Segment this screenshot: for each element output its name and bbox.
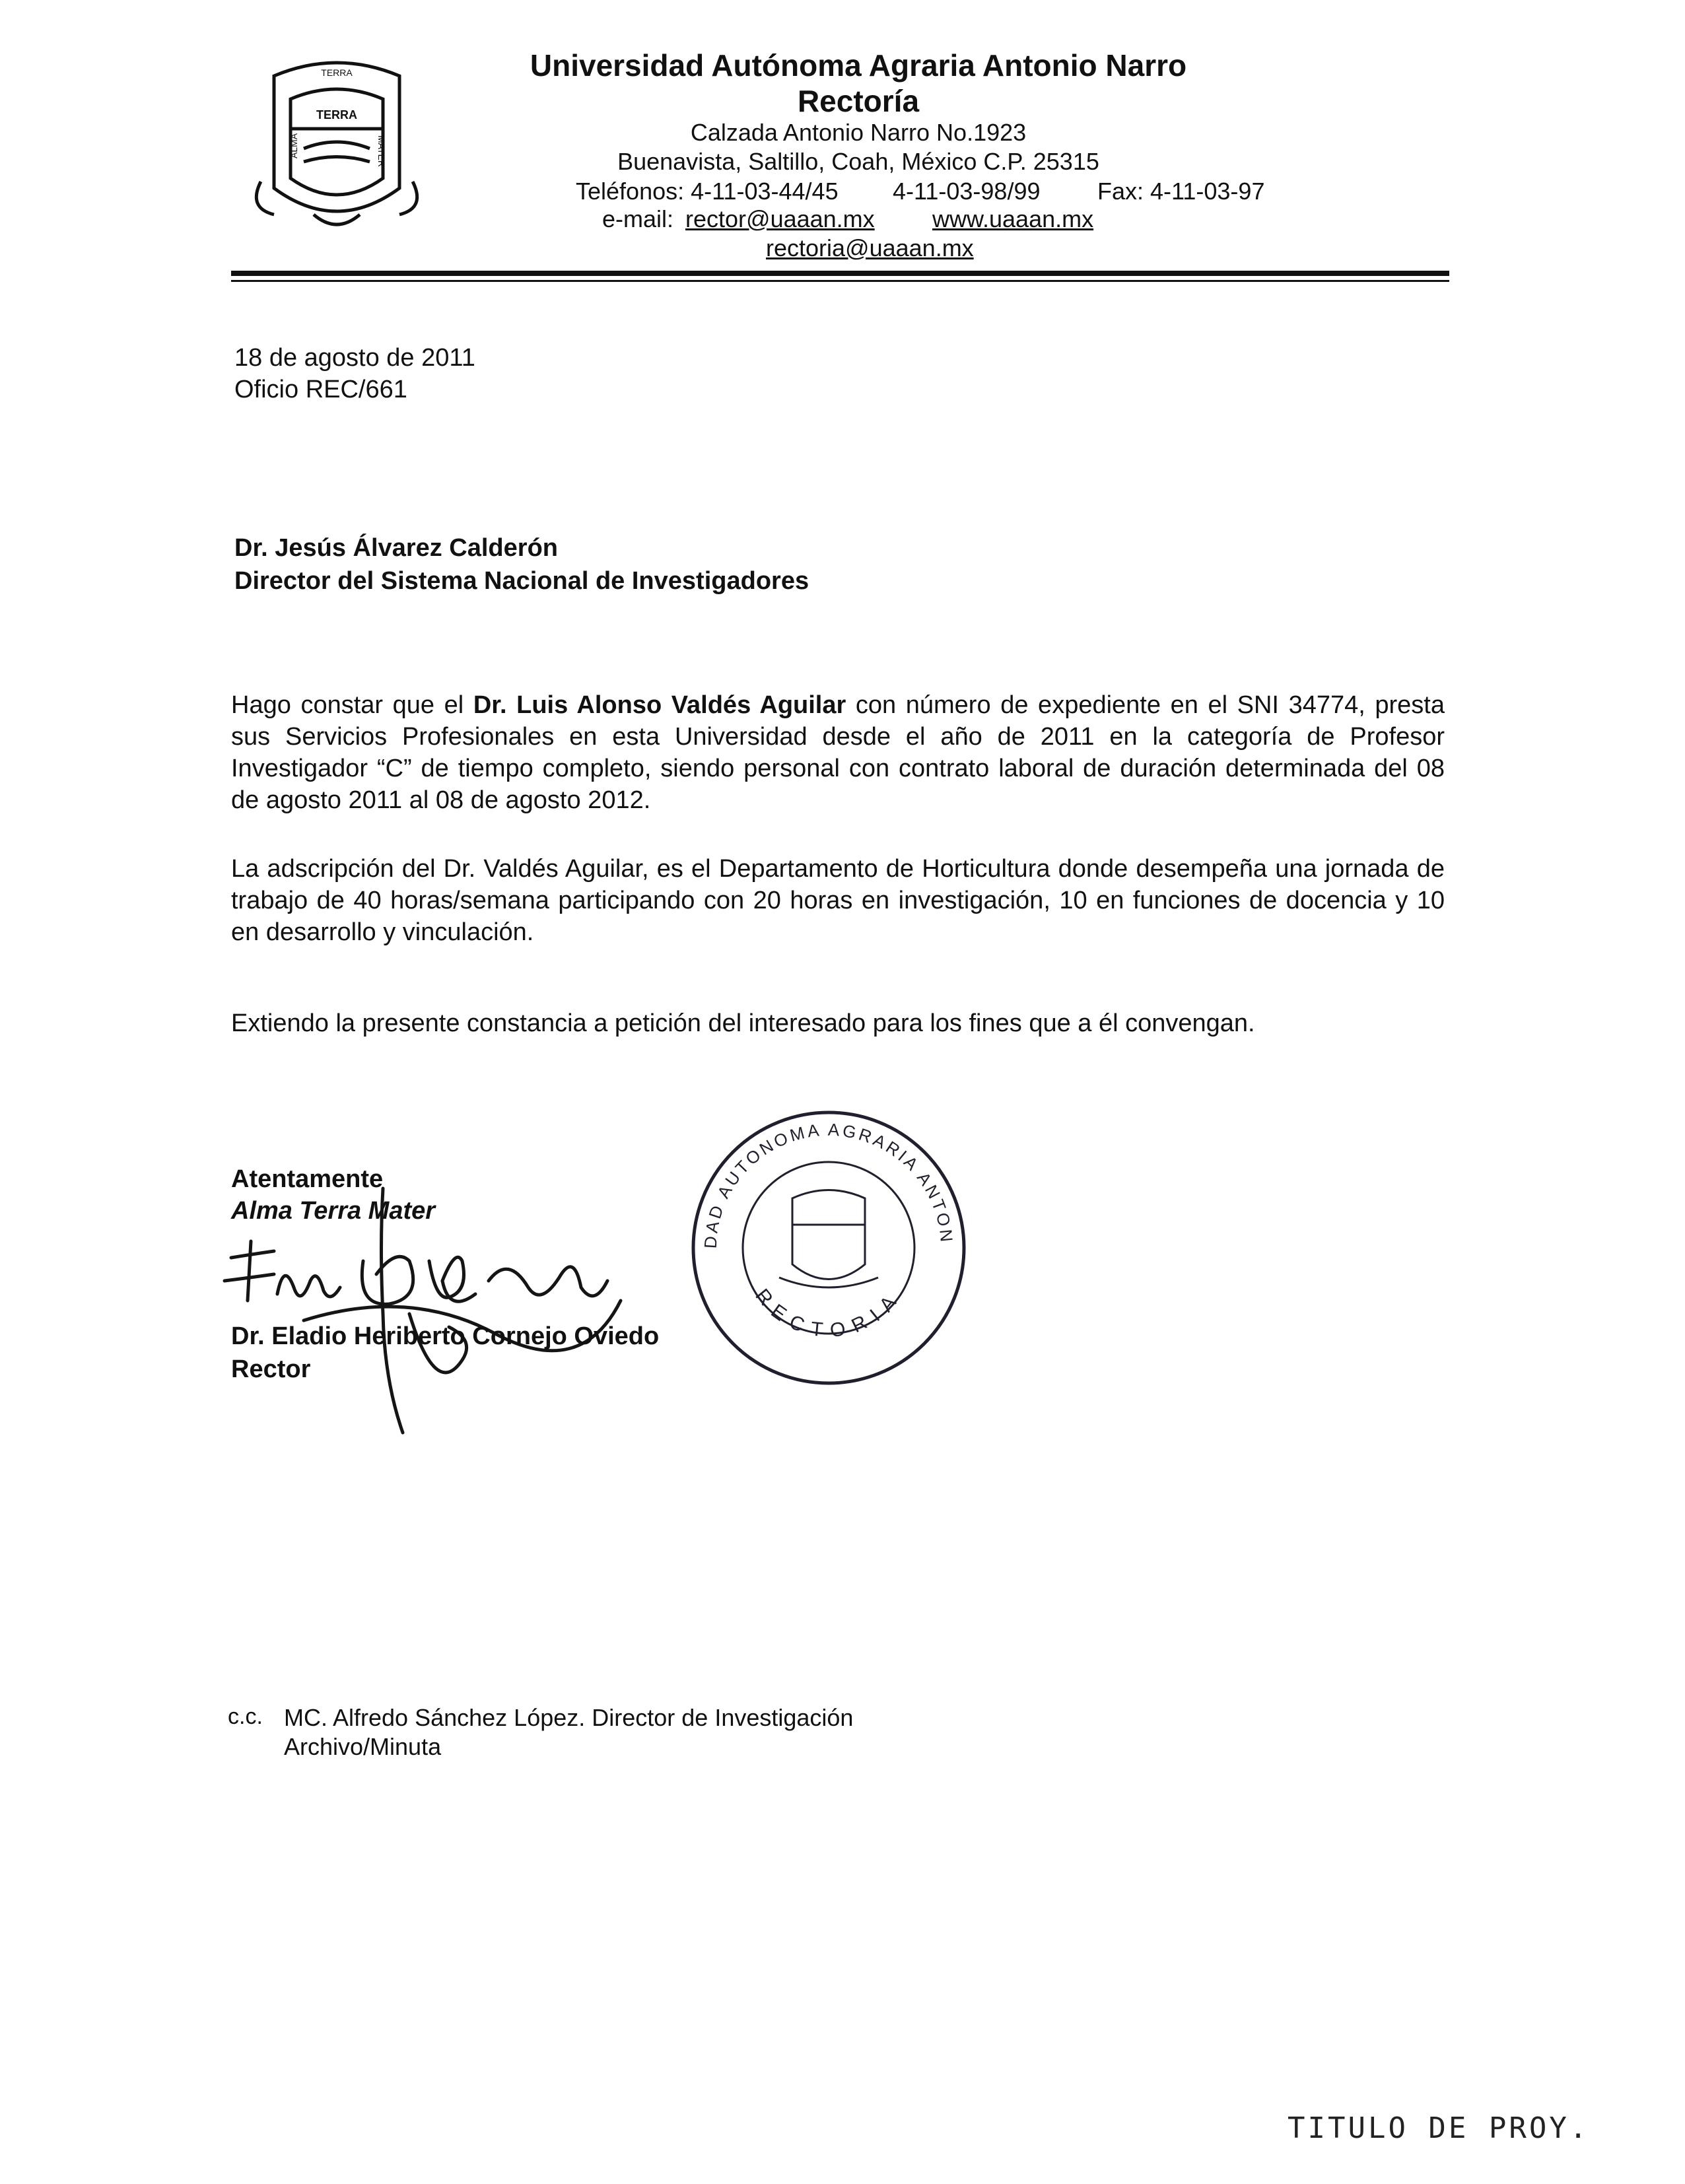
email-rector-link[interactable]: rector@uaaan.mx — [685, 205, 875, 232]
website-link[interactable]: www.uaaan.mx — [932, 205, 1094, 232]
signatory-name: Dr. Eladio Heriberto Cornejo Oviedo — [231, 1322, 660, 1350]
fax-number: Fax: 4-11-03-97 — [1097, 178, 1265, 205]
header-rule-thin — [231, 280, 1449, 282]
svg-text:ALMA: ALMA — [289, 133, 299, 158]
address-line-2: Buenavista, Saltillo, Coah, México C.P. 25315 — [617, 148, 1099, 175]
svg-text:TERRA: TERRA — [316, 108, 357, 121]
recipient-title: Director del Sistema Nacional de Investigadores — [234, 567, 809, 595]
office-name: Rectoría — [797, 84, 920, 118]
signatory-title: Rector — [231, 1355, 311, 1383]
email-rectoria-link[interactable]: rectoria@uaaan.mx — [766, 234, 974, 261]
handwritten-note: TITULO DE PROY. — [1288, 2111, 1590, 2145]
paragraph-3: Extiendo la presente constancia a petición del interesado para los fines que a él convengan. — [231, 1009, 1255, 1037]
paragraph-1: Hago constar que el Dr. Luis Alonso Valdés Aguilar con número de expediente en el SNI 34774, presta sus Servicios Profesionales en esta Universidad desde el año de 2011 en la categoría de Profesor Investigador “C” de tiempo completo, siendo personal con contrato laboral de duración determinada del 08 de agosto 2011 al 08 de agosto 2012. — [231, 691, 1445, 814]
svg-text:MATER: MATER — [376, 135, 387, 167]
address-line-1: Calzada Antonio Narro No.1923 — [690, 119, 1027, 146]
employee-name: Dr. Luis Alonso Valdés Aguilar — [473, 691, 846, 719]
header-rule-thick — [231, 271, 1449, 276]
closing: Atentamente — [231, 1165, 384, 1193]
phone-numbers: Teléfonos: 4-11-03-44/45 — [576, 178, 839, 205]
svg-text:UNIVERSIDAD AUTONOMA AGRARIA A — [680, 1099, 957, 1249]
phone-numbers-2: 4-11-03-98/99 — [893, 178, 1041, 205]
cc-label: c.c. — [228, 1704, 263, 1729]
stamp-arc-top: DAD AUTONOMA AGRARIA ANTON — [700, 1119, 957, 1249]
cc-line-2: Archivo/Minuta — [284, 1733, 442, 1760]
paragraph-2: La adscripción del Dr. Valdés Aguilar, es el Departamento de Horticultura donde desempeña una jornada de trabajo de 40 horas/semana participando con 20 horas en investigación, 10 en funciones de docencia y 10 en desarrollo y vinculación. — [231, 855, 1445, 946]
rectoria-stamp — [680, 1099, 977, 1396]
email-label: e-mail: — [602, 205, 674, 232]
university-name: Universidad Autónoma Agraria Antonio Narro — [530, 48, 1187, 83]
stamp-arc-bottom: RECTORIA — [751, 1285, 907, 1342]
letter-date: 18 de agosto de 2011 — [234, 344, 475, 372]
cc-line-1: MC. Alfredo Sánchez López. Director de Investigación — [284, 1704, 854, 1731]
university-crest — [234, 36, 439, 248]
crest-ribbon: TERRA — [321, 67, 353, 78]
motto: Alma Terra Mater — [231, 1197, 436, 1225]
letter-reference: Oficio REC/661 — [234, 376, 407, 403]
svg-text:RECTORIA — [751, 1285, 906, 1342]
recipient-name: Dr. Jesús Álvarez Calderón — [234, 534, 558, 562]
